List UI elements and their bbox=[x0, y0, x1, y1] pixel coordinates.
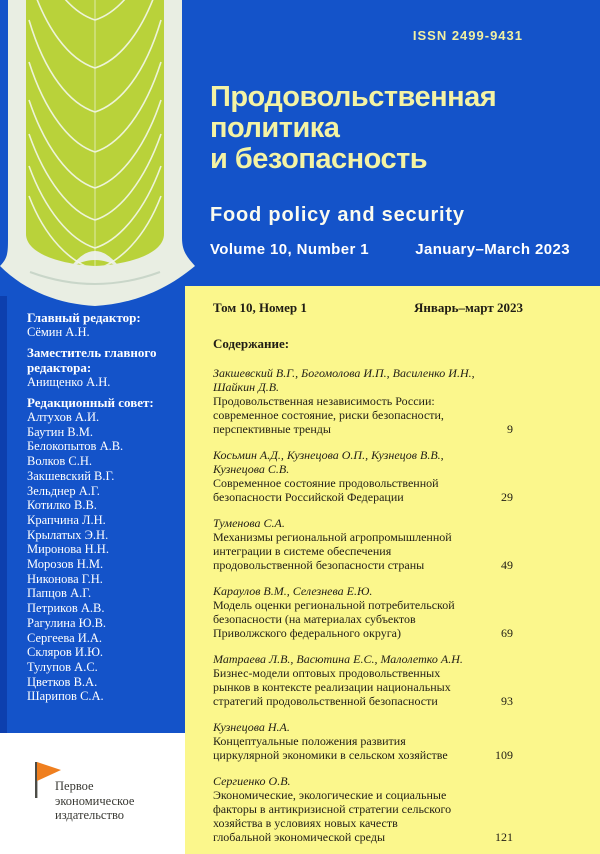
toc-entry-title: Бизнес-модели оптовых продовольственных рынков в контексте реализации национальных стратегий продовольственной безопасности bbox=[213, 666, 451, 708]
toc-entry bbox=[213, 584, 513, 640]
volume-date-row bbox=[210, 241, 570, 258]
editorial-council-label: Редакционный совет: bbox=[27, 395, 154, 410]
toc-entry-title: Современное состояние продовольственной безопасности Российской Федерации bbox=[213, 476, 439, 504]
toc-entry-title: Продовольственная независимость России: современное состояние, риски безопасности, перспективные тренды bbox=[213, 394, 444, 436]
toc-entry-title: Концептуальные положения развития циркулярной экономики в сельском хозяйстве bbox=[213, 734, 448, 762]
council-member: Белокопытов А.В. bbox=[27, 439, 124, 454]
council-member: Баутин В.М. bbox=[27, 424, 94, 439]
leaf-book-graphic bbox=[0, 0, 196, 342]
toc-entry-page: 9 bbox=[507, 422, 513, 436]
date-ru: Январь–март 2023 bbox=[414, 300, 523, 315]
council-member: Крылатых Э.Н. bbox=[27, 527, 109, 542]
council-member: Никонова Г.Н. bbox=[27, 571, 103, 586]
journal-title-ru: Продовольственная политика и безопасность bbox=[210, 81, 497, 175]
journal-title-en: Food policy and security bbox=[210, 204, 465, 226]
toc-entry-page: 69 bbox=[501, 626, 513, 640]
publisher-box bbox=[0, 733, 185, 854]
council-member: Крапчина Л.Н. bbox=[27, 512, 106, 527]
council-member: Закшевский В.Г. bbox=[27, 468, 115, 483]
council-member: Зельднер А.Г. bbox=[27, 483, 100, 498]
toc-entry-authors: Караулов В.М., Селезнева Е.Ю. bbox=[213, 584, 373, 598]
council-member: Миронова Н.Н. bbox=[27, 542, 109, 557]
toc-entry bbox=[213, 720, 513, 762]
toc-entries bbox=[213, 366, 600, 844]
toc-entry-title: Экономические, экологические и социальные факторы в антикризисной стратегии сельского хозяйства в условиях новых качеств глобальной экономической среды bbox=[213, 788, 452, 844]
date-en: January–March 2023 bbox=[415, 241, 570, 258]
publisher-name: Первое экономическое издательство bbox=[55, 779, 135, 822]
toc-entry-page: 29 bbox=[501, 490, 513, 504]
toc-entry-authors: Кузнецова Н.А. bbox=[213, 720, 290, 734]
council-member: Шарипов С.А. bbox=[27, 689, 104, 704]
editorial-sidebar bbox=[27, 310, 179, 704]
toc-entry-page: 121 bbox=[495, 830, 513, 844]
council-member: Алтухов А.И. bbox=[27, 410, 100, 424]
toc-entry-page: 109 bbox=[495, 748, 513, 762]
council-member: Сергеева И.А. bbox=[27, 630, 103, 645]
council-member: Тулупов А.С. bbox=[27, 659, 98, 674]
contents-label: Содержание: bbox=[213, 336, 290, 351]
toc-entry bbox=[213, 516, 513, 572]
issn: ISSN 2499-9431 bbox=[412, 28, 523, 43]
volume-en: Volume 10, Number 1 bbox=[210, 241, 370, 258]
toc-entry-authors: Матраева Л.В., Васютина Е.С., Малолетко А.Н. bbox=[213, 652, 463, 666]
toc-entry-authors: Сергиенко О.В. bbox=[213, 774, 291, 788]
toc-entry bbox=[213, 652, 513, 708]
toc-entry-title: Механизмы региональной агропромышленной интеграции в системе обеспечения продовольственной безопасности страны bbox=[213, 530, 452, 572]
toc-entry-page: 49 bbox=[501, 558, 513, 572]
council-member: Котилко В.В. bbox=[27, 498, 97, 513]
chief-editor-name: Сёмин А.Н. bbox=[27, 325, 90, 339]
council-member: Цветков В.А. bbox=[27, 674, 98, 689]
toc-entry bbox=[213, 774, 513, 844]
toc-entry-authors: Косьмин А.Д., Кузнецова О.П., Кузнецов В.В., Кузнецова С.В. bbox=[213, 448, 444, 476]
toc-entry-page: 93 bbox=[501, 694, 513, 708]
toc-entry-authors: Туменова С.А. bbox=[213, 516, 285, 530]
toc-entry-authors: Закшевский В.Г., Богомолова И.П., Василенко И.Н., Шайкин Д.В. bbox=[213, 366, 475, 394]
toc-entry-title: Модель оценки региональной потребительской безопасности (на материалах субъектов Приволжского федерального округа) bbox=[213, 598, 455, 640]
toc-entry bbox=[213, 366, 513, 436]
council-member: Петриков А.В. bbox=[27, 601, 105, 616]
council-member: Рагулина Ю.В. bbox=[27, 615, 107, 630]
toc-entry bbox=[213, 448, 513, 504]
council-member: Морозов Н.М. bbox=[27, 557, 104, 572]
deputy-editor-name: Анищенко А.Н. bbox=[27, 375, 111, 389]
editorial-council-list bbox=[27, 410, 179, 704]
deputy-editor-label: Заместитель главного редактора: bbox=[27, 345, 157, 375]
council-member: Скляров И.Ю. bbox=[27, 645, 104, 660]
toc-header-row bbox=[213, 300, 523, 316]
volume-ru: Том 10, Номер 1 bbox=[213, 300, 307, 315]
toc-panel bbox=[185, 286, 600, 854]
cover-header bbox=[185, 0, 600, 286]
chief-editor-label: Главный редактор: bbox=[27, 310, 141, 325]
cover-edge-strip bbox=[0, 296, 7, 733]
council-member: Волков С.Н. bbox=[27, 454, 92, 469]
council-member: Папцов А.Г. bbox=[27, 586, 92, 601]
